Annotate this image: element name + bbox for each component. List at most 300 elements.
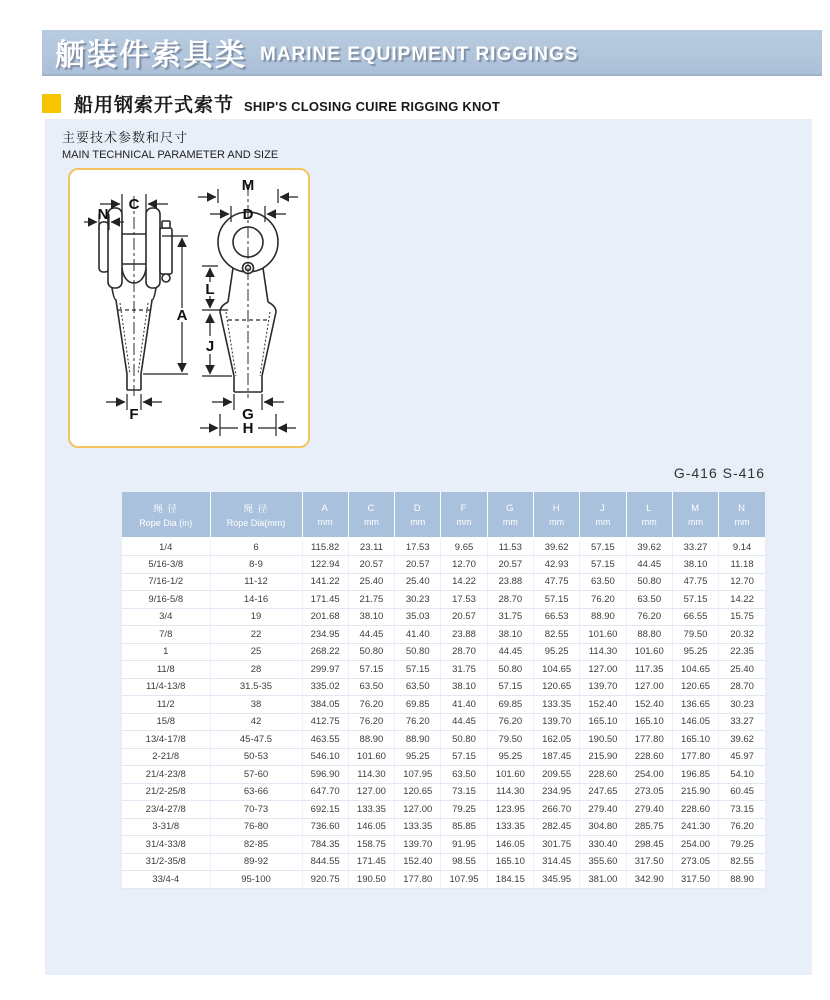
header-letter: F [460,502,468,514]
table-cell: 73.15 [441,783,487,801]
table-cell: 82-85 [210,836,302,854]
specification-table [122,492,765,889]
table-row [122,871,765,889]
table-cell: 47.75 [533,573,579,591]
section-title-zh: 船用钢索开式索节 [74,95,235,116]
table-cell: 279.40 [626,801,672,819]
table-cell: 50-53 [210,748,302,766]
table-cell: 39.62 [719,731,765,749]
table-cell: 107.95 [395,766,441,784]
table-cell: 3-31/8 [122,818,210,836]
table-cell: 63.50 [626,591,672,609]
table-cell: 15.75 [719,608,765,626]
dim-label-g: G [242,406,254,423]
table-cell: 85.85 [441,818,487,836]
table-cell: 50.80 [487,661,533,679]
header-unit: mm [502,516,518,527]
table-cell: 152.40 [580,696,626,714]
table-cell: 76-80 [210,818,302,836]
table-cell: 12.70 [441,556,487,574]
table-row [122,836,765,854]
table-cell: 39.62 [533,538,579,556]
table-cell: 133.35 [487,818,533,836]
table-cell: 3/4 [122,608,210,626]
table-cell: 120.65 [395,783,441,801]
table-cell: 63.50 [348,678,394,696]
table-cell: 11/2 [122,696,210,714]
table-cell: 98.55 [441,853,487,871]
table-cell: 139.70 [533,713,579,731]
table-cell: 345.95 [533,871,579,889]
table-cell: 101.60 [487,766,533,784]
table-cell: 2-21/8 [122,748,210,766]
table-cell: 30.23 [395,591,441,609]
banner-title-en: MARINE EQUIPMENT RIGGINGS [260,44,579,65]
table-cell: 88.90 [395,731,441,749]
header-unit: mm [688,516,704,527]
table-cell: 57.15 [672,591,718,609]
table-cell: 152.40 [395,853,441,871]
table-cell: 120.65 [672,678,718,696]
table-cell: 39.62 [626,538,672,556]
banner-title-zh: 舾装件索具类 [55,39,247,72]
table-cell: 91.95 [441,836,487,854]
table-row [122,696,765,714]
table-cell: 299.97 [302,661,348,679]
table-cell: 784.35 [302,836,348,854]
table-row [122,801,765,819]
table-cell: 95.25 [487,748,533,766]
header-dim-m [672,492,718,538]
table-cell: 127.00 [626,678,672,696]
header-zh: 绳 径 [153,504,179,515]
table-cell: 9/16-5/8 [122,591,210,609]
side-view-shape [218,212,278,392]
table-cell: 647.70 [302,783,348,801]
table-cell: 234.95 [302,626,348,644]
table-cell: 11.53 [487,538,533,556]
socket-dimension-diagram [70,170,308,446]
table-cell: 107.95 [441,871,487,889]
header-letter: J [600,502,606,514]
table-cell: 76.20 [348,713,394,731]
table-cell: 60.45 [719,783,765,801]
table-cell: 920.75 [302,871,348,889]
header-rope-dia-mm [210,492,302,538]
table-cell: 33.27 [719,713,765,731]
table-cell: 19 [210,608,302,626]
table-cell: 463.55 [302,731,348,749]
header-letter: H [552,502,561,514]
table-cell: 1 [122,643,210,661]
header-unit: mm [456,516,472,527]
table-cell: 196.85 [672,766,718,784]
table-cell: 114.30 [348,766,394,784]
table-cell: 20.57 [348,556,394,574]
dim-label-l: L [205,281,215,298]
table-row [122,818,765,836]
table-cell: 101.60 [626,643,672,661]
technical-diagram-box [68,168,310,448]
table-cell: 254.00 [626,766,672,784]
table-cell: 384.05 [302,696,348,714]
table-cell: 33/4-4 [122,871,210,889]
dim-label-a: A [176,307,188,324]
table-cell: 82.55 [719,853,765,871]
table-cell: 11.18 [719,556,765,574]
table-cell: 25 [210,643,302,661]
table-row [122,661,765,679]
table-cell: 44.45 [441,713,487,731]
panel-subtitle [62,127,278,161]
header-letter: A [321,502,329,514]
table-cell: 120.65 [533,678,579,696]
table-cell: 95-100 [210,871,302,889]
model-number-label: G-416 S-416 [673,465,765,481]
table-cell: 273.05 [672,853,718,871]
table-row [122,766,765,784]
table-cell: 70-73 [210,801,302,819]
header-en: Rope Dia (in) [139,518,193,528]
table-cell: 844.55 [302,853,348,871]
table-row [122,643,765,661]
header-unit: mm [549,516,565,527]
table-cell: 79.50 [672,626,718,644]
table-cell: 209.55 [533,766,579,784]
table-cell: 45-47.5 [210,731,302,749]
table-cell: 63.50 [395,678,441,696]
table-row [122,538,765,556]
table-cell: 228.60 [626,748,672,766]
table-cell: 76.20 [348,696,394,714]
table-cell: 165.10 [487,853,533,871]
table-cell: 33.27 [672,538,718,556]
table-cell: 57.15 [395,661,441,679]
content-panel [45,119,812,975]
header-zh: 绳 径 [243,504,269,515]
table-cell: 38.10 [487,626,533,644]
table-cell: 25.40 [348,573,394,591]
table-cell: 6 [210,538,302,556]
table-cell: 28.70 [719,678,765,696]
table-cell: 76.20 [626,608,672,626]
page-banner [42,30,822,76]
table-cell: 146.05 [348,818,394,836]
table-cell: 136.65 [672,696,718,714]
header-letter: D [413,502,422,514]
table-cell: 127.00 [395,801,441,819]
table-cell: 117.35 [626,661,672,679]
table-cell: 63.50 [580,573,626,591]
table-cell: 31/2-35/8 [122,853,210,871]
table-cell: 21/2-25/8 [122,783,210,801]
table-cell: 45.97 [719,748,765,766]
table-cell: 23.88 [487,573,533,591]
header-letter: L [646,502,653,514]
table-cell: 133.35 [533,696,579,714]
table-cell: 17.53 [395,538,441,556]
table-cell: 44.45 [626,556,672,574]
table-cell: 177.80 [626,731,672,749]
table-cell: 8-9 [210,556,302,574]
table-cell: 28 [210,661,302,679]
table-cell: 165.10 [672,731,718,749]
table-cell: 22 [210,626,302,644]
table-cell: 127.00 [580,661,626,679]
header-letter: C [367,502,376,514]
table-cell: 69.85 [395,696,441,714]
table-cell: 25.40 [719,661,765,679]
table-cell: 317.50 [672,871,718,889]
table-cell: 44.45 [487,643,533,661]
table-cell: 247.65 [580,783,626,801]
yellow-square-marker [42,94,61,113]
table-cell: 241.30 [672,818,718,836]
table-cell: 57.15 [580,556,626,574]
header-dim-j [580,492,626,538]
dim-label-d: D [242,206,254,223]
table-cell: 14.22 [441,573,487,591]
table-cell: 76.20 [580,591,626,609]
table-cell: 57-60 [210,766,302,784]
table-row [122,748,765,766]
table-cell: 171.45 [302,591,348,609]
table-cell: 76.20 [395,713,441,731]
table-header-row [122,492,765,538]
table-cell: 88.90 [719,871,765,889]
table-cell: 57.15 [441,748,487,766]
table-cell: 57.15 [487,678,533,696]
dim-label-h: H [242,420,254,437]
table-cell: 88.80 [626,626,672,644]
table-cell: 89-92 [210,853,302,871]
table-cell: 123.95 [487,801,533,819]
table-cell: 5/16-3/8 [122,556,210,574]
table-cell: 79.50 [487,731,533,749]
table-cell: 31/4-33/8 [122,836,210,854]
table-cell: 15/8 [122,713,210,731]
table-cell: 63-66 [210,783,302,801]
table-cell: 273.05 [626,783,672,801]
table-cell: 66.55 [672,608,718,626]
table-cell: 21.75 [348,591,394,609]
table-cell: 20.57 [487,556,533,574]
table-cell: 20.32 [719,626,765,644]
table-cell: 133.35 [395,818,441,836]
table-cell: 79.25 [441,801,487,819]
table-cell: 76.20 [719,818,765,836]
table-cell: 9.65 [441,538,487,556]
table-cell: 330.40 [580,836,626,854]
table-cell: 115.82 [302,538,348,556]
header-dim-d [395,492,441,538]
table-cell: 335.02 [302,678,348,696]
header-dim-l [626,492,672,538]
table-cell: 282.45 [533,818,579,836]
table-cell: 228.60 [672,801,718,819]
table-row [122,626,765,644]
table-cell: 546.10 [302,748,348,766]
table-cell: 1/4 [122,538,210,556]
table-cell: 266.70 [533,801,579,819]
header-dim-c [348,492,394,538]
table-cell: 41.40 [395,626,441,644]
table-cell: 127.00 [348,783,394,801]
table-cell: 41.40 [441,696,487,714]
table-cell: 736.60 [302,818,348,836]
table-cell: 268.22 [302,643,348,661]
table-cell: 114.30 [580,643,626,661]
table-cell: 13/4-17/8 [122,731,210,749]
table-cell: 381.00 [580,871,626,889]
dim-label-j: J [205,338,215,355]
table-cell: 63.50 [441,766,487,784]
table-cell: 21/4-23/8 [122,766,210,784]
table-cell: 69.85 [487,696,533,714]
table-cell: 104.65 [672,661,718,679]
header-letter: G [506,502,515,514]
table-cell: 190.50 [580,731,626,749]
header-letter: M [691,502,700,514]
table-row [122,783,765,801]
table-cell: 122.94 [302,556,348,574]
table-cell: 23.88 [441,626,487,644]
header-unit: mm [363,516,379,527]
header-dim-g [487,492,533,538]
table-cell: 23/4-27/8 [122,801,210,819]
table-cell: 50.80 [441,731,487,749]
dim-label-c: C [128,196,140,213]
table-row [122,678,765,696]
table-row [122,591,765,609]
front-view-shape [99,208,172,390]
table-body [122,538,765,888]
table-cell: 50.80 [626,573,672,591]
table-cell: 228.60 [580,766,626,784]
table-cell: 28.70 [487,591,533,609]
table-cell: 355.60 [580,853,626,871]
header-en: Rope Dia(mm) [226,518,286,528]
table-row [122,731,765,749]
table-cell: 412.75 [302,713,348,731]
header-dim-h [533,492,579,538]
table-cell: 25.40 [395,573,441,591]
header-unit: mm [595,516,611,527]
table-cell: 301.75 [533,836,579,854]
table-cell: 28.70 [441,643,487,661]
table-cell: 314.45 [533,853,579,871]
header-unit: mm [641,516,657,527]
header-rope-dia-in [122,492,210,538]
subtitle-zh: 主要技术参数和尺寸 [62,130,189,145]
section-heading [42,90,500,117]
table-cell: 177.80 [672,748,718,766]
table-cell: 215.90 [672,783,718,801]
table-cell: 133.35 [348,801,394,819]
table-cell: 42 [210,713,302,731]
table-cell: 146.05 [672,713,718,731]
table-cell: 44.45 [348,626,394,644]
table-cell: 165.10 [626,713,672,731]
table-cell: 66.53 [533,608,579,626]
table-cell: 38.10 [441,678,487,696]
table-cell: 50.80 [348,643,394,661]
table-cell: 184.15 [487,871,533,889]
table-cell: 114.30 [487,783,533,801]
table-cell: 76.20 [487,713,533,731]
table-cell: 152.40 [626,696,672,714]
table-cell: 14-16 [210,591,302,609]
table-cell: 139.70 [580,678,626,696]
table-cell: 158.75 [348,836,394,854]
header-dim-n [719,492,765,538]
header-unit: mm [734,516,750,527]
table-cell: 171.45 [348,853,394,871]
table-cell: 42.93 [533,556,579,574]
table-cell: 298.45 [626,836,672,854]
table-cell: 11/8 [122,661,210,679]
table-cell: 38 [210,696,302,714]
table-row [122,853,765,871]
table-cell: 7/8 [122,626,210,644]
table-cell: 141.22 [302,573,348,591]
table-cell: 162.05 [533,731,579,749]
dim-label-m: M [241,177,255,194]
table-cell: 254.00 [672,836,718,854]
table-cell: 22.35 [719,643,765,661]
table-cell: 187.45 [533,748,579,766]
table-cell: 7/16-1/2 [122,573,210,591]
table-header [122,492,765,538]
header-dim-f [441,492,487,538]
table-cell: 95.25 [395,748,441,766]
table-cell: 54.10 [719,766,765,784]
table-cell: 285.75 [626,818,672,836]
table-cell: 95.25 [672,643,718,661]
table-cell: 9.14 [719,538,765,556]
table-cell: 38.10 [348,608,394,626]
section-title-en: SHIP'S CLOSING CUIRE RIGGING KNOT [244,99,501,114]
table-cell: 79.25 [719,836,765,854]
table-cell: 57.15 [533,591,579,609]
table-cell: 165.10 [580,713,626,731]
table-cell: 47.75 [672,573,718,591]
table-cell: 279.40 [580,801,626,819]
table-cell: 104.65 [533,661,579,679]
table-cell: 31.75 [487,608,533,626]
table-cell: 11/4-13/8 [122,678,210,696]
table-cell: 146.05 [487,836,533,854]
table-cell: 30.23 [719,696,765,714]
table-cell: 234.95 [533,783,579,801]
table-cell: 73.15 [719,801,765,819]
table-cell: 82.55 [533,626,579,644]
table-cell: 101.60 [348,748,394,766]
table-cell: 317.50 [626,853,672,871]
table-row [122,608,765,626]
table-cell: 14.22 [719,591,765,609]
table-cell: 215.90 [580,748,626,766]
table-row [122,713,765,731]
table-cell: 50.80 [395,643,441,661]
table-cell: 342.90 [626,871,672,889]
table-cell: 12.70 [719,573,765,591]
header-dim-a [302,492,348,538]
table-cell: 31.5-35 [210,678,302,696]
table-cell: 11-12 [210,573,302,591]
subtitle-en: MAIN TECHNICAL PARAMETER AND SIZE [62,149,279,161]
table-cell: 596.90 [302,766,348,784]
